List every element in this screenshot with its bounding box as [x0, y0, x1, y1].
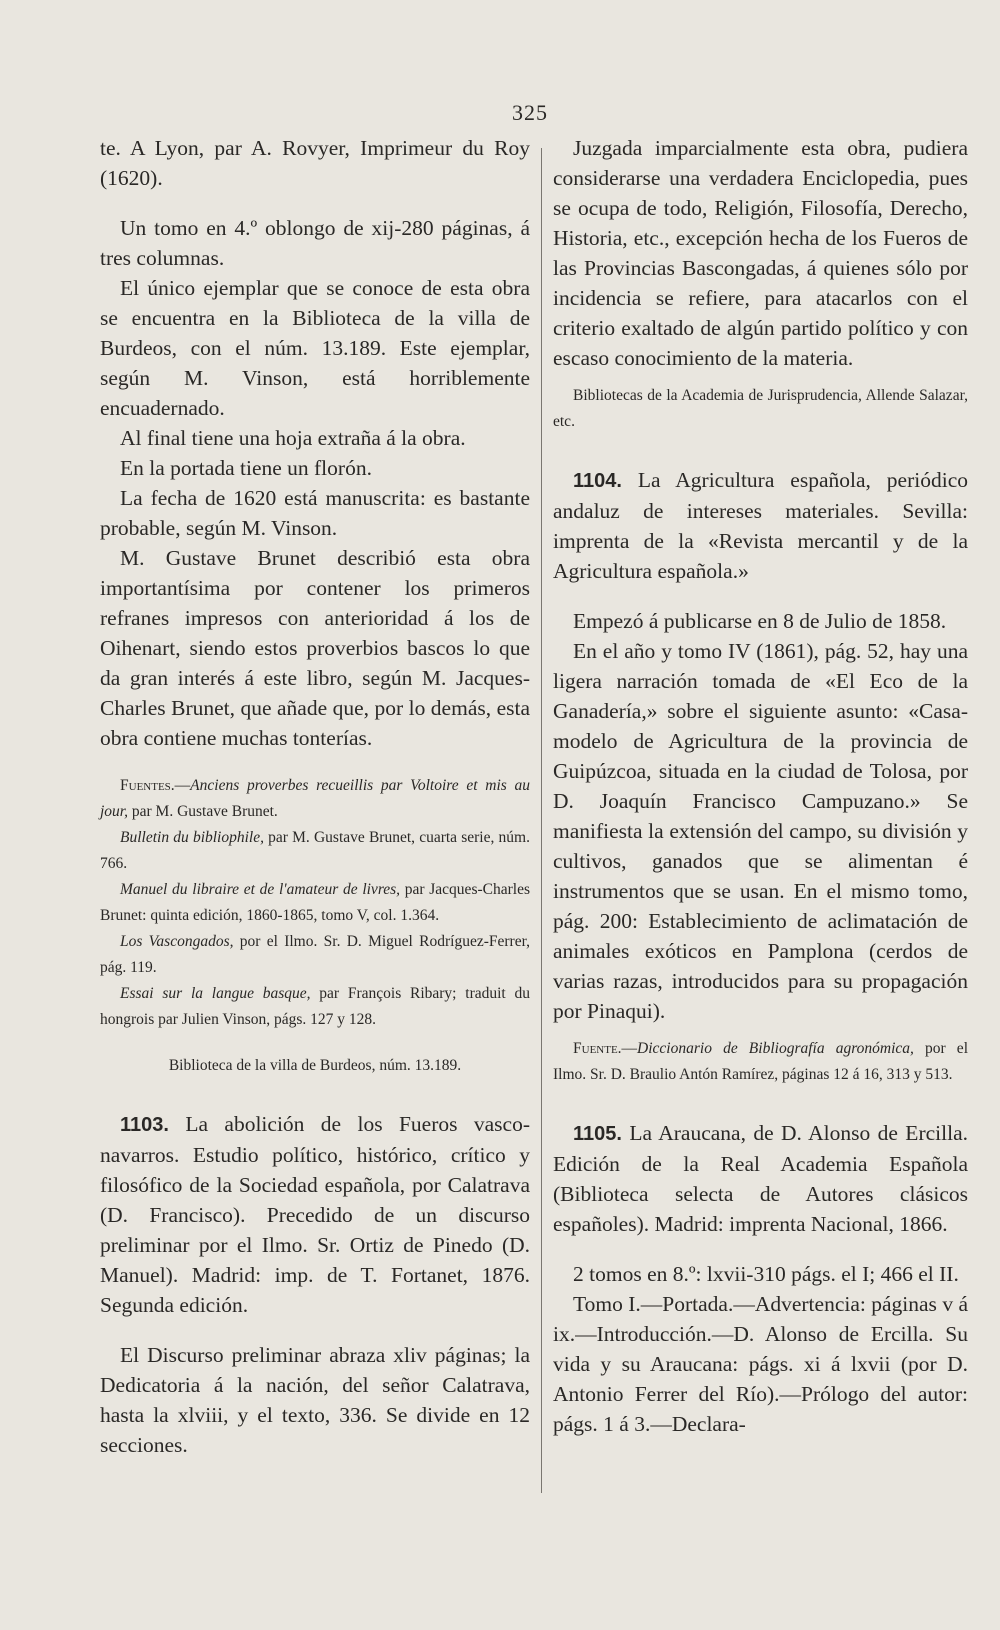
source-entry: Essai sur la langue basque, par François Ribary; traduit du hongrois par Julien Vinson, págs. 127 y 128.: [100, 985, 530, 1028]
source-title: Bulletin du bibliophile,: [120, 829, 264, 846]
right-column: [553, 133, 968, 1439]
paragraph-final-leaf: Al final tiene una hoja extraña á la obra.: [120, 426, 466, 450]
libraries-note: Bibliotecas de la Academia de Jurisprudencia, Allende Salazar, etc.: [553, 387, 968, 430]
sources-label: Fuentes.—: [120, 777, 191, 794]
paragraph-date: La fecha de 1620 está manuscrita: es bastante probable, según M. Vinson.: [100, 486, 530, 540]
source-entry: Fuente.—Diccionario de Bibliografía agronómica, por el Ilmo. Sr. D. Braulio Antón Ramírez, páginas 12 á 16, 313 y 513.: [553, 1040, 968, 1083]
source-title: Manuel du libraire et de l'amateur de livres,: [120, 881, 401, 898]
source-title: Diccionario de Bibliografía agronómica,: [637, 1040, 914, 1057]
source-title: Essai sur la langue basque,: [120, 985, 311, 1002]
source-entry: Fuentes.—Anciens proverbes recueillis par Voltoire et mis au jour, par M. Gustave Brunet.: [100, 777, 530, 820]
entry-1105-contents: Tomo I.—Portada.—Advertencia: páginas v á ix.—Introducción.—D. Alonso de Ercilla. Su vida y su Araucana: págs. xi á lxvii (por D. Antonio Ferrer del Río).—Prólogo del autor: págs. 1 á 3.—Declara-: [553, 1292, 968, 1436]
entry-1104-narration: En el año y tomo IV (1861), pág. 52, hay una ligera narración tomada de «El Eco de la Ganadería,» sobre el siguiente asunto: «Casa-modelo de Agricultura de la provincia de Guipúzcoa, situada en la ciudad de Tolosa, por D. Joaquín Francisco Campuzano.» Se manifiesta la extensión del campo, su división y cultivos, ganados que se alimentan é instrumentos que se usan. En el mismo tomo, pág. 200: Establecimiento de aclimatación de animales exóticos en Pamplona (cerdos de varias razas, introducidos para su propagación por Pinaqui).: [553, 639, 968, 1023]
library-location: Biblioteca de la villa de Burdeos, núm. 13.189.: [168, 1057, 462, 1074]
entry-1105-volumes: 2 tomos en 8.º: lxvii-310 págs. el I; 466 el II.: [573, 1262, 959, 1286]
column-rule: [541, 148, 542, 1493]
left-column: [100, 133, 530, 1460]
entry-1105: [553, 1118, 968, 1239]
source-entry: Bulletin du bibliophile, par M. Gustave Brunet, cuarta serie, núm. 766.: [100, 829, 530, 872]
entry-1103-description: El Discurso preliminar abraza xliv páginas; la Dedicatoria á la nación, del señor Calatrava, hasta la xlviii, y el texto, 336. Se divide en 12 secciones.: [100, 1343, 530, 1457]
entry-title: La Araucana, de D. Alonso de Ercilla. Edición de la Real Academia Española (Biblioteca selecta de Autores clásicos españoles). Madrid: imprenta Nacional, 1866.: [553, 1121, 968, 1236]
paragraph-title-page: En la portada tiene un florón.: [120, 456, 372, 480]
entry-1103: [100, 1109, 530, 1320]
source-label: Fuente.—: [573, 1040, 638, 1057]
source-title: Anciens proverbes recueillis par Voltoire et mis au jour,: [100, 777, 530, 820]
physical-description: Un tomo en 4.º oblongo de xij-280 páginas, á tres columnas.: [100, 216, 530, 270]
page-number: 325: [512, 100, 548, 125]
entry-title: La abolición de los Fueros vasco-navarros. Estudio político, histórico, crítico y filosófico de la Sociedad española, por Calatrava (D. Francisco). Precedido de un discurso preliminar por el Ilmo. Sr. Ortiz de Pinedo (D. Manuel). Madrid: imp. de T. Fortanet, 1876. Segunda edición.: [100, 1112, 530, 1317]
source-entry: Los Vascongados, por el Ilmo. Sr. D. Miguel Rodríguez-Ferrer, pág. 119.: [100, 933, 530, 976]
sources-block: [100, 773, 530, 1033]
entry-1104: [553, 465, 968, 586]
entry-title: La Agricultura española, periódico andaluz de intereses materiales. Sevilla: imprenta de la «Revista mercantil y de la Agricultura española.»: [553, 468, 968, 583]
source-entry: Manuel du libraire et de l'amateur de livres, par Jacques-Charles Brunet: quinta edición, 1860-1865, tomo V, col. 1.364.: [100, 881, 530, 924]
entry-number: 1105.: [573, 1123, 622, 1145]
source-title: Los Vascongados,: [120, 933, 234, 950]
continued-entry-text: te. A Lyon, par A. Rovyer, Imprimeur du Roy (1620).: [100, 136, 530, 190]
entry-1104-start: Empezó á publicarse en 8 de Julio de 1858.: [573, 609, 947, 633]
entry-number: 1104.: [573, 470, 622, 492]
entry-number: 1103.: [120, 1114, 169, 1136]
paragraph-brunet: M. Gustave Brunet describió esta obra importantísima por contener los primeros refranes impresos con anterioridad á los de Oihenart, siendo estos proverbios bascos lo que da gran interés á este libro, según M. Jacques-Charles Brunet, que añade que, por lo demás, esta obra contiene muchas tonterías.: [100, 546, 530, 750]
paragraph-judgment: Juzgada imparcialmente esta obra, pudiera considerarse una verdadera Enciclopedia, pues se ocupa de todo, Religión, Filosofía, Derecho, Historia, etc., excepción hecha de los Fueros de las Provincias Bascongadas, á quienes sólo por incidencia se refiere, para atacarlos con el criterio exaltado de algún partido político y con escaso conocimiento de la materia.: [553, 136, 968, 370]
paragraph-unique-copy: El único ejemplar que se conoce de esta obra se encuentra en la Biblioteca de la villa de Burdeos, con el núm. 13.189. Este ejemplar, según M. Vinson, está horriblemente encuadernado.: [100, 276, 530, 420]
